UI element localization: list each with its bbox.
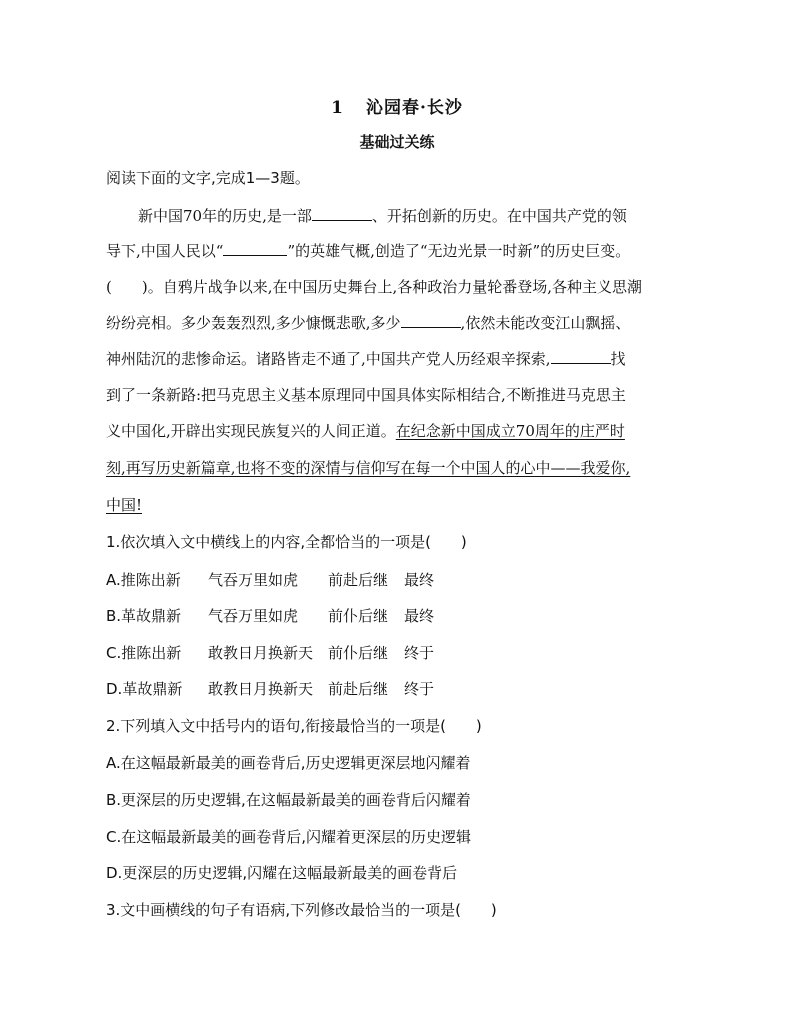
fill-blank bbox=[312, 206, 372, 221]
underlined-sentence: 中国! bbox=[106, 496, 143, 514]
passage-line: 到了一条新路:把马克思主义基本原理同中国具体实际相结合,不断推进马克思主 bbox=[106, 386, 626, 404]
passage-line: ( )。自鸦片战争以来,在中国历史舞台上,各种政治力量轮番登场,各种主义思潮 bbox=[106, 278, 643, 296]
lesson-title bbox=[0, 93, 794, 118]
q2-option-c: C.在这幅最新最美的画卷背后,闪耀着更深层的历史逻辑 bbox=[106, 828, 472, 846]
instruction: 阅读下面的文字,完成1—3题。 bbox=[106, 169, 310, 187]
lesson-number: 1 bbox=[331, 98, 344, 118]
underlined-sentence: 在纪念新中国成立70周年的庄严时 bbox=[395, 422, 625, 440]
passage-line: 神州陆沉的悲惨命运。诸路皆走不通了,中国共产党人历经艰辛探索, 找 bbox=[106, 350, 626, 368]
question-1-stem: 1.依次填入文中横线上的内容,全都恰当的一项是( ) bbox=[106, 533, 467, 551]
question-3-stem: 3.文中画横线的句子有语病,下列修改最恰当的一项是( ) bbox=[106, 901, 497, 919]
fill-blank bbox=[401, 313, 461, 328]
fill-blank bbox=[223, 241, 287, 256]
q2-option-d: D.更深层的历史逻辑,闪耀在这幅最新最美的画卷背后 bbox=[106, 864, 458, 882]
section-title: 基础过关练 bbox=[359, 133, 435, 151]
passage-line: 导下,中国人民以“ ”的英雄气概,创造了“无边光景一时新”的历史巨变。 bbox=[106, 242, 631, 260]
lesson-name: 沁园春·长沙 bbox=[365, 98, 463, 118]
fill-blank bbox=[551, 349, 611, 364]
passage-line: 新中国70年的历史,是一部 、开拓创新的历史。在中国共产党的领 bbox=[138, 207, 627, 225]
q1-option-b: B.革故鼎新 气吞万里如虎 前仆后继 最终 bbox=[106, 607, 435, 625]
question-2-stem: 2.下列填入文中括号内的语句,衔接最恰当的一项是( ) bbox=[106, 717, 482, 735]
q1-option-a: A.推陈出新 气吞万里如虎 前赴后继 最终 bbox=[106, 571, 435, 589]
q1-option-d: D.革故鼎新 敢教日月换新天 前赴后继 终于 bbox=[106, 680, 435, 698]
passage-line: 纷纷亮相。多少轰轰烈烈,多少慷慨悲歌,多少 ,依然未能改变江山飘摇、 bbox=[106, 314, 631, 332]
q2-option-b: B.更深层的历史逻辑,在这幅最新最美的画卷背后闪耀着 bbox=[106, 791, 471, 809]
passage-line: 义中国化,开辟出实现民族复兴的人间正道。在纪念新中国成立70周年的庄严时 bbox=[106, 422, 625, 440]
q1-option-c: C.推陈出新 敢教日月换新天 前仆后继 终于 bbox=[106, 644, 435, 662]
q2-option-a: A.在这幅最新最美的画卷背后,历史逻辑更深层地闪耀着 bbox=[106, 754, 471, 772]
underlined-sentence: 刻,再写历史新篇章,也将不变的深情与信仰写在每一个中国人的心中——我爱你, bbox=[106, 459, 631, 477]
